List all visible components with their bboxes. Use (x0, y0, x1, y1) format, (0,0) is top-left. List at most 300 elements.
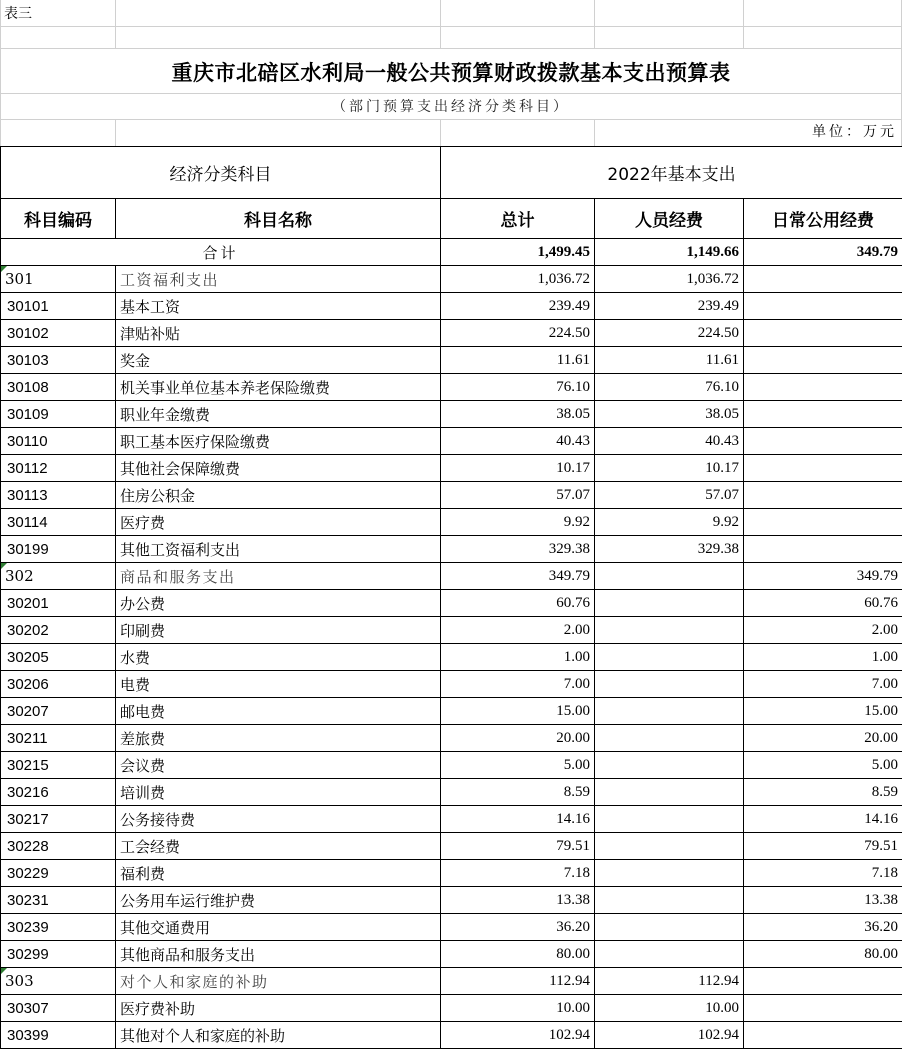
cell-code[interactable] (1, 590, 116, 617)
cell-code-text: 30202 (7, 621, 49, 639)
table-row (1, 590, 902, 617)
cell-code[interactable] (1, 482, 116, 509)
cell-code-text: 30110 (7, 432, 48, 450)
cell-personnel[interactable] (595, 779, 744, 806)
cell-total[interactable] (441, 779, 595, 806)
table-row (1, 293, 902, 320)
cell-public[interactable] (744, 941, 902, 968)
cell-total-text: 7.00 (563, 675, 590, 692)
cell-total[interactable] (441, 671, 595, 698)
cell-public-text: 349.79 (856, 567, 899, 584)
total-personnel[interactable]: 1,149.66 (595, 239, 744, 266)
cell-name-text: 其他社会保障缴费 (120, 459, 241, 478)
cell-code[interactable] (1, 293, 116, 320)
cell-total[interactable] (441, 833, 595, 860)
cell-total-text: 9.92 (563, 513, 590, 530)
cell-personnel[interactable] (595, 887, 744, 914)
cell-public-text: 14.16 (864, 810, 899, 827)
cell-personnel[interactable] (595, 266, 744, 293)
cell-code[interactable] (1, 1022, 116, 1049)
cell-code[interactable] (1, 374, 116, 401)
cell-public-text: 7.00 (871, 675, 899, 692)
cell-name-text: 电费 (120, 675, 151, 694)
cell-total-text: 40.43 (556, 432, 590, 449)
cell-total-text: 11.61 (556, 351, 590, 368)
cell-public-text: 36.20 (864, 918, 899, 935)
cell-code[interactable] (1, 266, 116, 293)
cell-personnel[interactable] (595, 644, 744, 671)
cell-personnel[interactable] (595, 941, 744, 968)
cell-code[interactable] (1, 752, 116, 779)
header-economic-category[interactable]: 经济分类科目 (1, 147, 441, 199)
cell-personnel[interactable] (595, 995, 744, 1022)
cell-name-text: 邮电费 (120, 702, 166, 721)
cell-total[interactable] (441, 347, 595, 374)
cell-name[interactable] (116, 941, 441, 968)
cell-name[interactable] (116, 779, 441, 806)
cell-name[interactable] (116, 374, 441, 401)
cell-total[interactable] (441, 968, 595, 995)
cell-total[interactable] (441, 428, 595, 455)
cell-public-text: 15.00 (864, 702, 899, 719)
cell-total-text: 14.16 (556, 810, 590, 827)
cell-personnel-text: 76.10 (705, 378, 739, 395)
cell-code-text: 30228 (7, 837, 49, 855)
cell-personnel[interactable] (595, 428, 744, 455)
category-row (1, 266, 902, 293)
cell-code-text: 30199 (7, 540, 49, 558)
table-row (1, 455, 902, 482)
table-row (1, 401, 902, 428)
cell-personnel-text: 1,036.72 (686, 270, 739, 287)
cell-code-text: 30102 (7, 324, 49, 342)
cell-total[interactable] (441, 455, 595, 482)
cell-public[interactable] (744, 563, 902, 590)
header-public[interactable]: 日常公用经费 (744, 199, 902, 239)
cell-name[interactable] (116, 509, 441, 536)
cell-personnel[interactable] (595, 509, 744, 536)
cell-code[interactable] (1, 671, 116, 698)
cell-marker-icon (1, 266, 7, 272)
cell-name[interactable] (116, 455, 441, 482)
cell-public[interactable] (744, 914, 902, 941)
cell-name-text: 水费 (120, 648, 151, 667)
header-code[interactable]: 科目编码 (1, 199, 116, 239)
cell-personnel[interactable] (595, 968, 744, 995)
cell-personnel-text: 57.07 (705, 486, 739, 503)
cell-public[interactable] (744, 806, 902, 833)
cell-public[interactable] (744, 401, 902, 428)
cell-name-text: 差旅费 (120, 729, 166, 748)
cell-total-text: 1.00 (563, 648, 590, 665)
cell-public[interactable] (744, 860, 902, 887)
total-total[interactable]: 1,499.45 (441, 239, 595, 266)
cell-public[interactable] (744, 725, 902, 752)
cell-personnel-text: 112.94 (698, 972, 739, 989)
cell-name-text: 印刷费 (120, 621, 166, 640)
cell-name[interactable] (116, 1022, 441, 1049)
cell-total[interactable] (441, 752, 595, 779)
cell-personnel[interactable] (595, 698, 744, 725)
cell-code-text: 30113 (7, 486, 48, 504)
cell-total[interactable] (441, 1022, 595, 1049)
cell-personnel[interactable] (595, 590, 744, 617)
cell-public[interactable] (744, 320, 902, 347)
cell-name[interactable] (116, 995, 441, 1022)
cell-code[interactable] (1, 914, 116, 941)
cell-public[interactable] (744, 455, 902, 482)
table-row (1, 887, 902, 914)
cell-total-text: 10.17 (556, 459, 590, 476)
cell-total-text: 13.38 (556, 891, 590, 908)
cell-code-text: 30103 (7, 351, 49, 369)
table-row (1, 644, 902, 671)
cell-personnel-text: 224.50 (697, 324, 739, 341)
category-row (1, 968, 902, 995)
cell-name[interactable] (116, 860, 441, 887)
cell-name[interactable] (116, 887, 441, 914)
cell-code[interactable] (1, 617, 116, 644)
budget-table (0, 146, 902, 1049)
cell-total[interactable] (441, 482, 595, 509)
header-row-columns (1, 199, 902, 239)
cell-public[interactable] (744, 671, 902, 698)
table-row (1, 914, 902, 941)
cell-name-text: 办公费 (120, 594, 166, 613)
page-subtitle: （部门预算支出经济分类科目） (332, 99, 570, 115)
cell-total-text: 15.00 (556, 702, 590, 719)
cell-public-text: 20.00 (864, 729, 899, 746)
cell-personnel[interactable] (595, 455, 744, 482)
cell-name-text: 商品和服务支出 (120, 567, 236, 586)
cell-code[interactable] (1, 644, 116, 671)
cell-public[interactable] (744, 887, 902, 914)
cell-code[interactable] (1, 860, 116, 887)
table-row (1, 806, 902, 833)
cell-code[interactable] (1, 563, 116, 590)
cell-personnel-text: 40.43 (705, 432, 739, 449)
cell-personnel[interactable] (595, 320, 744, 347)
cell-name[interactable] (116, 725, 441, 752)
cell-code[interactable] (1, 401, 116, 428)
cell-total-text: 38.05 (556, 405, 590, 422)
cell-total[interactable] (441, 887, 595, 914)
cell-code-text: 30299 (7, 945, 49, 963)
cell-name-text: 福利费 (120, 864, 166, 883)
cell-name-text: 机关事业单位基本养老保险缴费 (120, 378, 331, 397)
cell-total[interactable] (441, 941, 595, 968)
cell-total-text: 1,036.72 (537, 270, 590, 287)
header-personnel[interactable]: 人员经费 (595, 199, 744, 239)
cell-code[interactable] (1, 995, 116, 1022)
cell-personnel[interactable] (595, 833, 744, 860)
cell-total[interactable] (441, 806, 595, 833)
cell-total[interactable] (441, 536, 595, 563)
cell-name-text: 其他对个人和家庭的补助 (120, 1026, 286, 1045)
cell-name[interactable] (116, 968, 441, 995)
cell-public[interactable] (744, 617, 902, 644)
cell-total[interactable] (441, 860, 595, 887)
cell-code-text: 30207 (7, 702, 49, 720)
cell-personnel[interactable] (595, 563, 744, 590)
cell-personnel-text: 11.61 (705, 351, 739, 368)
table-row (1, 347, 902, 374)
cell-total-text: 7.18 (563, 864, 590, 881)
cell-code[interactable] (1, 779, 116, 806)
cell-code-text: 301 (5, 270, 34, 288)
cell-name-text: 公务接待费 (120, 810, 196, 829)
cell-name[interactable] (116, 617, 441, 644)
cell-public[interactable] (744, 698, 902, 725)
cell-marker-icon (1, 563, 7, 569)
cell-total[interactable] (441, 563, 595, 590)
cell-name-text: 会议费 (120, 756, 166, 775)
cell-name-text: 职工基本医疗保险缴费 (120, 432, 271, 451)
cell-total[interactable] (441, 293, 595, 320)
cell-code[interactable] (1, 536, 116, 563)
cell-personnel[interactable] (595, 671, 744, 698)
cell-code-text: 30217 (7, 810, 49, 828)
cell-name-text: 职业年金缴费 (120, 405, 211, 424)
cell-total[interactable] (441, 590, 595, 617)
cell-code-text: 30229 (7, 864, 49, 882)
cell-total[interactable] (441, 644, 595, 671)
cell-code-text: 30211 (7, 729, 48, 747)
cell-total-text: 349.79 (548, 567, 590, 584)
table-row (1, 482, 902, 509)
header-row-group (1, 147, 902, 199)
cell-name[interactable] (116, 563, 441, 590)
cell-code-text: 302 (5, 567, 34, 585)
cell-public-text: 60.76 (864, 594, 899, 611)
cell-name[interactable] (116, 320, 441, 347)
cell-public[interactable] (744, 752, 902, 779)
cell-name[interactable] (116, 401, 441, 428)
cell-public-text: 79.51 (864, 837, 899, 854)
cell-public[interactable] (744, 374, 902, 401)
cell-total-text: 2.00 (563, 621, 590, 638)
cell-total-text: 112.94 (549, 972, 590, 989)
cell-code-text: 30231 (7, 891, 49, 909)
cell-personnel[interactable] (595, 860, 744, 887)
cell-name-text: 其他商品和服务支出 (120, 945, 256, 964)
cell-name-text: 工资福利支出 (120, 270, 220, 289)
cell-public[interactable] (744, 1022, 902, 1049)
cell-total[interactable] (441, 266, 595, 293)
cell-personnel[interactable] (595, 374, 744, 401)
cell-total-text: 60.76 (556, 594, 590, 611)
cell-personnel[interactable] (595, 536, 744, 563)
table-row (1, 320, 902, 347)
table-row (1, 860, 902, 887)
cell-name-text: 医疗费 (120, 513, 166, 532)
cell-public[interactable] (744, 644, 902, 671)
page-title: 重庆市北碚区水利局一般公共预算财政拨款基本支出预算表 (171, 60, 731, 85)
cell-name[interactable] (116, 347, 441, 374)
cell-code-text: 30201 (7, 594, 49, 612)
cell-name-text: 基本工资 (120, 297, 181, 316)
cell-public[interactable] (744, 968, 902, 995)
table-row (1, 725, 902, 752)
table-row (1, 509, 902, 536)
cell-personnel-text: 10.17 (705, 459, 739, 476)
cell-public-text: 80.00 (864, 945, 899, 962)
table-row (1, 617, 902, 644)
cell-public[interactable] (744, 266, 902, 293)
cell-code[interactable] (1, 509, 116, 536)
table-row (1, 698, 902, 725)
cell-personnel-text: 9.92 (712, 513, 739, 530)
cell-code-text: 30205 (7, 648, 49, 666)
cell-total[interactable] (441, 320, 595, 347)
cell-personnel[interactable] (595, 914, 744, 941)
cell-personnel-text: 102.94 (697, 1026, 739, 1043)
cell-personnel[interactable] (595, 617, 744, 644)
cell-total-text: 76.10 (556, 378, 590, 395)
cell-name-text: 工会经费 (120, 837, 181, 856)
cell-total-text: 36.20 (556, 918, 590, 935)
cell-public-text: 5.00 (871, 756, 899, 773)
cell-total[interactable] (441, 617, 595, 644)
cell-name[interactable] (116, 482, 441, 509)
cell-public[interactable] (744, 536, 902, 563)
cell-total-text: 224.50 (548, 324, 590, 341)
cell-name-text: 其他工资福利支出 (120, 540, 241, 559)
cell-name[interactable] (116, 536, 441, 563)
cell-code-text: 30114 (7, 513, 48, 531)
cell-total[interactable] (441, 509, 595, 536)
cell-personnel[interactable] (595, 1022, 744, 1049)
cell-name[interactable] (116, 833, 441, 860)
cell-code[interactable] (1, 698, 116, 725)
cell-public[interactable] (744, 428, 902, 455)
cell-personnel-text: 239.49 (697, 297, 739, 314)
table-row (1, 752, 902, 779)
cell-public-text: 8.59 (871, 783, 899, 800)
cell-public-text: 1.00 (871, 648, 899, 665)
table-row (1, 374, 902, 401)
cell-name-text: 其他交通费用 (120, 918, 211, 937)
total-row (1, 239, 902, 266)
cell-name[interactable] (116, 698, 441, 725)
cell-code[interactable] (1, 725, 116, 752)
cell-name[interactable] (116, 806, 441, 833)
cell-personnel[interactable] (595, 806, 744, 833)
cell-public[interactable] (744, 590, 902, 617)
total-public[interactable]: 349.79 (744, 239, 902, 266)
cell-name[interactable] (116, 590, 441, 617)
table-row (1, 671, 902, 698)
cell-name[interactable] (116, 752, 441, 779)
cell-public[interactable] (744, 347, 902, 374)
table-row (1, 995, 902, 1022)
cell-code-text: 30215 (7, 756, 49, 774)
cell-code-text: 30112 (7, 459, 48, 477)
header-name[interactable]: 科目名称 (116, 199, 441, 239)
table-row (1, 536, 902, 563)
cell-personnel-text: 38.05 (705, 405, 739, 422)
cell-personnel-text: 10.00 (705, 999, 739, 1016)
cell-name-text: 医疗费补助 (120, 999, 196, 1018)
cell-name[interactable] (116, 644, 441, 671)
cell-name-text: 住房公积金 (120, 486, 196, 505)
cell-name-text: 对个人和家庭的补助 (120, 972, 269, 991)
cell-code[interactable] (1, 347, 116, 374)
cell-total-text: 329.38 (548, 540, 590, 557)
cell-code[interactable] (1, 806, 116, 833)
cell-public[interactable] (744, 293, 902, 320)
cell-marker-icon (1, 968, 7, 974)
cell-personnel[interactable] (595, 401, 744, 428)
cell-personnel[interactable] (595, 725, 744, 752)
cell-total[interactable] (441, 374, 595, 401)
cell-code[interactable] (1, 968, 116, 995)
cell-total[interactable] (441, 995, 595, 1022)
cell-total-text: 8.59 (563, 783, 590, 800)
cell-total[interactable] (441, 401, 595, 428)
cell-code-text: 30239 (7, 918, 49, 936)
header-total[interactable]: 总计 (441, 199, 595, 239)
cell-public[interactable] (744, 482, 902, 509)
cell-code-text: 30108 (7, 378, 49, 396)
cell-code-text: 30399 (7, 1026, 49, 1044)
cell-public-text: 7.18 (871, 864, 899, 881)
cell-personnel[interactable] (595, 482, 744, 509)
cell-name-text: 奖金 (120, 351, 151, 370)
cell-personnel[interactable] (595, 347, 744, 374)
cell-code-text: 30216 (7, 783, 49, 801)
cell-total-text: 102.94 (548, 1026, 590, 1043)
cell-personnel[interactable] (595, 293, 744, 320)
header-basic-expenditure[interactable]: 2022年基本支出 (441, 147, 902, 199)
cell-name[interactable] (116, 914, 441, 941)
cell-total-text: 20.00 (556, 729, 590, 746)
cell-personnel[interactable] (595, 752, 744, 779)
cell-total[interactable] (441, 725, 595, 752)
cell-total[interactable] (441, 698, 595, 725)
cell-code[interactable] (1, 887, 116, 914)
table-row (1, 1022, 902, 1049)
cell-name-text: 公务用车运行维护费 (120, 891, 256, 910)
cell-total-text: 80.00 (556, 945, 590, 962)
table-row (1, 941, 902, 968)
cell-code-text: 30101 (7, 297, 49, 315)
cell-public[interactable] (744, 779, 902, 806)
cell-name[interactable] (116, 266, 441, 293)
cell-code[interactable] (1, 428, 116, 455)
cell-name[interactable] (116, 671, 441, 698)
cell-code-text: 303 (5, 972, 34, 990)
cell-name[interactable] (116, 428, 441, 455)
cell-public[interactable] (744, 995, 902, 1022)
cell-public[interactable] (744, 509, 902, 536)
cell-code[interactable] (1, 941, 116, 968)
cell-code[interactable] (1, 833, 116, 860)
cell-code[interactable] (1, 320, 116, 347)
total-label[interactable]: 合计 (1, 239, 441, 266)
cell-total[interactable] (441, 914, 595, 941)
cell-total-text: 57.07 (556, 486, 590, 503)
table-row (1, 428, 902, 455)
cell-name-text: 培训费 (120, 783, 166, 802)
cell-name[interactable] (116, 293, 441, 320)
cell-code[interactable] (1, 455, 116, 482)
cell-public[interactable] (744, 833, 902, 860)
cell-name-text: 津贴补贴 (120, 324, 181, 343)
cell-total-text: 5.00 (563, 756, 590, 773)
sheet-label: 表三 (4, 6, 32, 22)
table-row (1, 779, 902, 806)
